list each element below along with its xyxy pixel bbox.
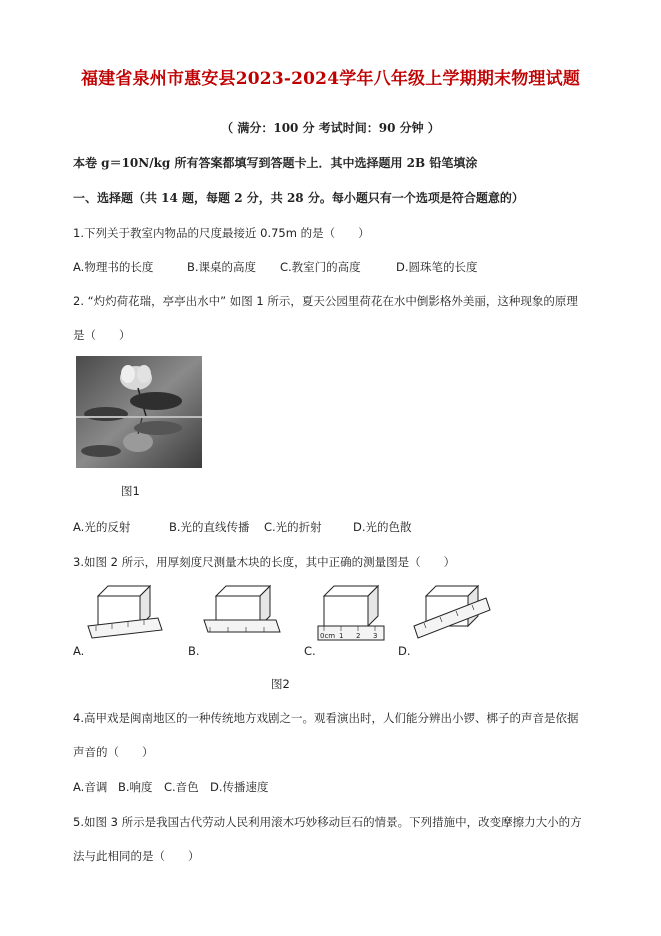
figure-2c-label: C. [304, 644, 316, 658]
section-title: 一、选择题（共 14 题，每题 2 分，共 28 分。每小题只有一个选项是符合题意的） [73, 191, 524, 205]
q2-option-c: C.光的折射 [264, 520, 322, 534]
q4-option-b: B.响度 [118, 780, 153, 794]
question-5-stem-line2: 法与此相同的是（ ） [73, 849, 200, 863]
figure-2d-label: D. [398, 644, 411, 658]
figure-2a-measurement [86, 582, 168, 646]
ruler-mark-0: 0cm [320, 632, 336, 640]
figure-1-caption: 图1 [121, 484, 140, 498]
q2-option-d: D.光的色散 [353, 520, 412, 534]
figure-2b-measurement [202, 582, 284, 646]
q2-option-a: A.光的反射 [73, 520, 131, 534]
q4-option-c: C.音色 [164, 780, 199, 794]
question-3-stem: 3.如图 2 所示，用厚刻度尺测量木块的长度，其中正确的测量图是（ ） [73, 555, 456, 569]
instruction: 本卷 g＝10N/kg 所有答案都填写到答题卡上．其中选择题用 2B 铅笔填涂 [73, 156, 478, 170]
figure-2a-label: A. [73, 644, 85, 658]
question-4-stem-line2: 声音的（ ） [73, 745, 154, 759]
exam-info: （ 满分：100 分 考试时间：90 分钟 ） [221, 121, 440, 135]
question-2-stem-line1: 2. “灼灼荷花瑞，亭亭出水中” 如图 1 所示，夏天公园里荷花在水中倒影格外美丽，这种现象的原理 [73, 294, 578, 308]
q1-option-d: D.圆珠笔的长度 [396, 260, 478, 274]
q4-option-d: D.传播速度 [210, 780, 269, 794]
ruler-mark-1: 1 [339, 632, 344, 640]
q1-option-c: C.教室门的高度 [280, 260, 361, 274]
question-4-stem-line1: 4.高甲戏是闽南地区的一种传统地方戏剧之一。观看演出时，人们能分辨出小锣、梆子的声音是依据 [73, 711, 579, 725]
figure-2-caption: 图2 [271, 677, 290, 691]
ruler-mark-2: 2 [356, 632, 361, 640]
exam-title: 福建省泉州市惠安县2023-2024学年八年级上学期期末物理试题 [80, 69, 581, 89]
question-5-stem-line1: 5.如图 3 所示是我国古代劳动人民利用滚木巧妙移动巨石的情景。下列措施中，改变摩擦力大小的方 [73, 815, 582, 829]
lotus-reflection-photo [76, 356, 202, 468]
q1-option-b: B.课桌的高度 [187, 260, 257, 274]
question-2-stem-line2: 是（ ） [73, 328, 131, 342]
question-1-stem: 1.下列关于教室内物品的尺度最接近 0.75m 的是（ ） [73, 226, 370, 240]
figure-2b-label: B. [188, 644, 200, 658]
figure-2d-measurement [412, 578, 496, 648]
ruler-mark-3: 3 [373, 632, 378, 640]
figure-2c-measurement [316, 582, 392, 648]
q1-option-a: A.物理书的长度 [73, 260, 154, 274]
q2-option-b: B.光的直线传播 [169, 520, 250, 534]
q4-option-a: A.音调 [73, 780, 108, 794]
